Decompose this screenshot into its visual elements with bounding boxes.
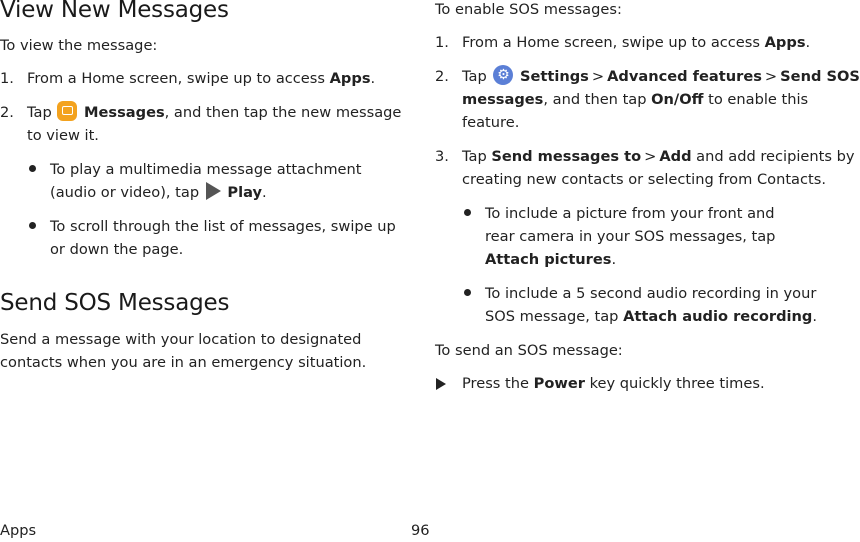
bullet-text-line2: or down the page. <box>50 241 184 258</box>
bullet-text-line3: Attach pictures. <box>485 251 617 268</box>
heading-view-new-messages: View New Messages <box>0 0 229 23</box>
bullet-text-line2: (audio or video), tap Play. <box>50 184 267 201</box>
play-icon <box>206 182 221 200</box>
step-text-line2: to view it. <box>27 127 99 144</box>
step-number: 2. <box>435 68 449 85</box>
bullet-text-line2: SOS message, tap Attach audio recording. <box>485 308 817 325</box>
step-number: 2. <box>0 104 14 121</box>
bullet-text: To include a picture from your front and <box>485 205 775 222</box>
arrow-right-icon <box>436 378 446 390</box>
sos-description-line2: contacts when you are in an emergency situation. <box>0 354 367 371</box>
step-text-line3: feature. <box>462 114 520 131</box>
heading-send-sos-messages: Send SOS Messages <box>0 290 230 316</box>
bullet-icon <box>464 209 471 216</box>
messages-icon <box>57 101 77 121</box>
step-number: 1. <box>0 70 14 87</box>
settings-icon <box>493 65 513 85</box>
bullet-icon <box>29 222 36 229</box>
step-text-line2: creating new contacts or selecting from Contacts. <box>462 171 826 188</box>
step-text: From a Home screen, swipe up to access Apps. <box>462 34 811 51</box>
view-intro: To view the message: <box>0 37 158 54</box>
footer-section-name: Apps <box>0 522 37 539</box>
step-text: Press the Power key quickly three times. <box>462 375 765 392</box>
bullet-text: To include a 5 second audio recording in your <box>485 285 817 302</box>
step-text: Tap ⚙ Settings > Advanced features > Send SOS <box>462 65 860 88</box>
bullet-icon <box>29 165 36 172</box>
step-number: 1. <box>435 34 449 51</box>
page-number: 96 <box>411 522 430 539</box>
step-text: Tap Send messages to > Add and add recipients by <box>462 148 855 165</box>
step-number: 3. <box>435 148 449 165</box>
bullet-text: To play a multimedia message attachment <box>50 161 362 178</box>
enable-intro: To enable SOS messages: <box>435 1 622 18</box>
step-text: From a Home screen, swipe up to access Apps. <box>27 70 376 87</box>
bullet-icon <box>464 289 471 296</box>
send-intro: To send an SOS message: <box>435 342 623 359</box>
sos-description-line1: Send a message with your location to designated <box>0 331 362 348</box>
bullet-text: To scroll through the list of messages, swipe up <box>50 218 396 235</box>
bullet-text-line2: rear camera in your SOS messages, tap <box>485 228 776 245</box>
step-text: Tap Messages, and then tap the new message <box>27 101 401 124</box>
step-text-line2: messages, and then tap On/Off to enable this <box>462 91 809 108</box>
